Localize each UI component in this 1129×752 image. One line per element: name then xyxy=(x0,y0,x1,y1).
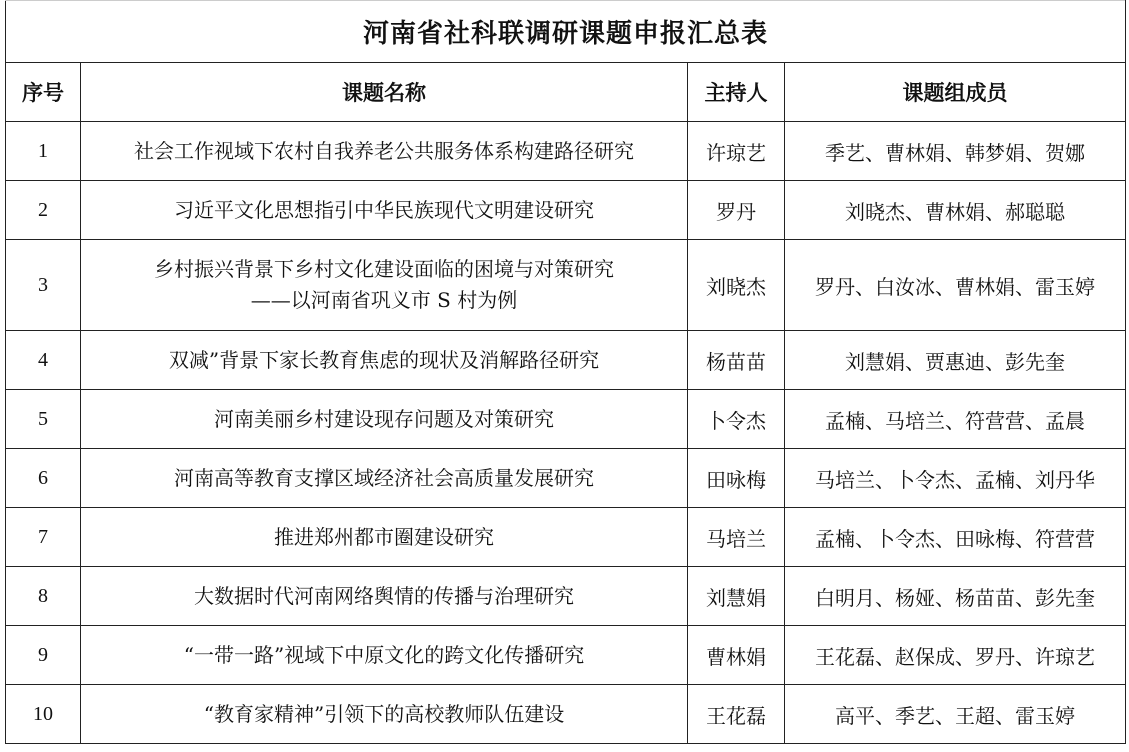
table-row xyxy=(6,626,1126,685)
row-topic xyxy=(81,567,688,626)
row-host: 曹林娟 xyxy=(688,626,785,685)
header-topic: 课题名称 xyxy=(81,63,688,122)
row-topic xyxy=(81,508,688,567)
table-title: 河南省社科联调研课题申报汇总表 xyxy=(6,1,1126,63)
summary-sheet xyxy=(5,0,1125,744)
table-row xyxy=(6,685,1126,744)
topic-line: 河南美丽乡村建设现存问题及对策研究 xyxy=(214,406,554,431)
topic-subtitle-line: ——以河南省巩义市 S 村为例 xyxy=(250,288,518,312)
row-index: 4 xyxy=(6,331,81,390)
table-row xyxy=(6,240,1126,331)
row-members: 马培兰、卜令杰、孟楠、刘丹华 xyxy=(785,449,1126,508)
row-members: 罗丹、白汝冰、曹林娟、雷玉婷 xyxy=(785,240,1126,331)
report-table xyxy=(5,0,1126,744)
topic-line: 大数据时代河南网络舆情的传播与治理研究 xyxy=(194,583,574,608)
table-row xyxy=(6,331,1126,390)
topic-line: 双减”背景下家长教育焦虑的现状及消解路径研究 xyxy=(168,347,600,372)
row-index: 7 xyxy=(6,508,81,567)
topic-line: “一带一路”视域下中原文化的跨文化传播研究 xyxy=(183,642,585,667)
row-index: 3 xyxy=(6,240,81,331)
header-index: 序号 xyxy=(6,63,81,122)
table-row xyxy=(6,449,1126,508)
table-row xyxy=(6,122,1126,181)
row-topic xyxy=(81,626,688,685)
row-members: 白明月、杨娅、杨苗苗、彭先奎 xyxy=(785,567,1126,626)
row-topic xyxy=(81,331,688,390)
row-topic xyxy=(81,240,688,331)
topic-line: 社会工作视域下农村自我养老公共服务体系构建路径研究 xyxy=(134,138,634,163)
row-host: 卜令杰 xyxy=(688,390,785,449)
row-host: 马培兰 xyxy=(688,508,785,567)
row-index: 1 xyxy=(6,122,81,181)
header-members: 课题组成员 xyxy=(785,63,1126,122)
row-topic xyxy=(81,122,688,181)
table-row xyxy=(6,508,1126,567)
row-index: 2 xyxy=(6,181,81,240)
topic-line: “教育家精神”引领下的高校教师队伍建设 xyxy=(203,701,565,726)
row-members: 高平、季艺、王超、雷玉婷 xyxy=(785,685,1126,744)
row-host: 刘晓杰 xyxy=(688,240,785,331)
row-index: 6 xyxy=(6,449,81,508)
row-host: 许琼艺 xyxy=(688,122,785,181)
row-members: 孟楠、马培兰、符营营、孟晨 xyxy=(785,390,1126,449)
table-row xyxy=(6,390,1126,449)
row-index: 5 xyxy=(6,390,81,449)
table-row xyxy=(6,567,1126,626)
row-members: 王花磊、赵保成、罗丹、许琼艺 xyxy=(785,626,1126,685)
row-members: 刘晓杰、曹林娟、郝聪聪 xyxy=(785,181,1126,240)
row-members: 季艺、曹林娟、韩梦娟、贺娜 xyxy=(785,122,1126,181)
row-topic xyxy=(81,449,688,508)
row-host: 杨苗苗 xyxy=(688,331,785,390)
row-host: 王花磊 xyxy=(688,685,785,744)
row-members: 孟楠、卜令杰、田咏梅、符营营 xyxy=(785,508,1126,567)
row-topic xyxy=(81,181,688,240)
header-host: 主持人 xyxy=(688,63,785,122)
topic-line: 习近平文化思想指引中华民族现代文明建设研究 xyxy=(174,197,594,222)
row-host: 田咏梅 xyxy=(688,449,785,508)
row-index: 8 xyxy=(6,567,81,626)
topic-line: 河南高等教育支撑区域经济社会高质量发展研究 xyxy=(174,465,594,490)
row-host: 罗丹 xyxy=(688,181,785,240)
table-row xyxy=(6,181,1126,240)
row-host: 刘慧娟 xyxy=(688,567,785,626)
row-index: 9 xyxy=(6,626,81,685)
row-index: 10 xyxy=(6,685,81,744)
topic-line: 推进郑州都市圈建设研究 xyxy=(274,524,494,549)
title-row xyxy=(6,1,1126,63)
topic-line: 乡村振兴背景下乡村文化建设面临的困境与对策研究 xyxy=(154,257,614,281)
row-topic xyxy=(81,390,688,449)
row-members: 刘慧娟、贾惠迪、彭先奎 xyxy=(785,331,1126,390)
row-topic xyxy=(81,685,688,744)
header-row xyxy=(6,63,1126,122)
